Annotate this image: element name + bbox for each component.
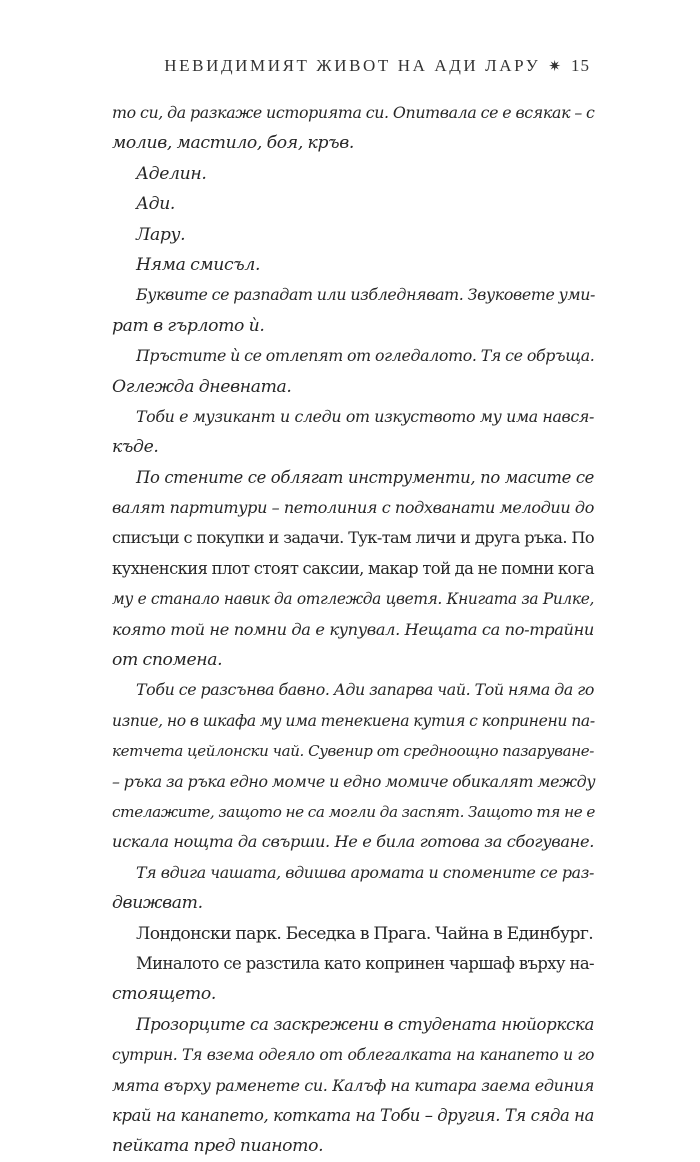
- text-line: молив, мастило, боя, кръв.: [112, 133, 354, 154]
- text-line: движват.: [112, 893, 203, 914]
- text-line: край на канапето, котката на Тоби – другия. Тя сяда на: [112, 1105, 594, 1125]
- text-line: рат в гърлото ѝ.: [112, 315, 265, 336]
- page-number: 15: [571, 56, 590, 75]
- text-line: която той не помни да е купувал. Нещата са по-трайни: [112, 619, 594, 639]
- text-line: изпие, но в шкафа му има тенекиена кутия с копринени па-: [112, 711, 595, 730]
- body-text: [112, 98, 594, 1162]
- text-line: По стените се облягат инструменти, по масите се: [136, 467, 594, 487]
- text-line: искала нощта да свърши. Не е била готова за сбогуване.: [112, 832, 594, 852]
- text-line: Тоби е музикант и следи от изкуството му има нався-: [136, 406, 594, 426]
- text-line: Пръстите ѝ се отлепят от огледалото. Тя се обръща.: [136, 346, 595, 366]
- text-line: къде.: [112, 437, 159, 458]
- text-line: Аделин.: [136, 163, 207, 184]
- text-line: Лондонски парк. Беседка в Прага. Чайна в Единбург.: [136, 923, 594, 944]
- text-line: списъци с покупки и задачи. Тук-там личи и друга ръка. По: [112, 528, 594, 548]
- star-ornament-icon: ✷: [548, 59, 561, 75]
- text-line: Прозорците са заскрежени в студената нюйоркска: [136, 1014, 594, 1034]
- text-line: то си, да разкаже историята си. Опитвала се е всякак – с: [112, 103, 595, 122]
- book-title: НЕВИДИМИЯТ ЖИВОТ НА АДИ ЛАРУ: [164, 56, 541, 75]
- running-header: [120, 56, 590, 76]
- text-line: кухненския плот стоят саксии, макар той да не помни кога: [112, 558, 594, 578]
- text-line: пейката пред пианото.: [112, 1136, 324, 1157]
- text-line: мята върху раменете си. Калъф на китара заема единия: [112, 1075, 594, 1095]
- text-line: Буквите се разпадат или избледняват. Звуковете уми-: [136, 285, 596, 305]
- text-line: Оглежда дневната.: [112, 376, 292, 397]
- text-line: от спомена.: [112, 650, 223, 671]
- text-line: стелажите, защото не са могли да заспят. Защото тя не е: [112, 802, 595, 821]
- text-line: сутрин. Тя взема одеяло от облегалката на канапето и го: [112, 1046, 594, 1065]
- text-line: Миналото се разстила като копринен чаршаф върху на-: [136, 953, 594, 973]
- text-line: Ади.: [136, 194, 176, 215]
- text-line: стоящето.: [112, 984, 216, 1005]
- text-line: Тя вдига чашата, вдишва аромата и спомените се раз-: [136, 862, 594, 882]
- text-line: Лару.: [136, 224, 186, 245]
- text-line: Няма смисъл.: [136, 254, 261, 275]
- text-line: валят партитури – петолиния с подхванати мелодии до: [112, 498, 594, 518]
- text-line: кетчета цейлонски чай. Сувенир от средноощно пазаруване-: [112, 742, 594, 761]
- text-line: – ръка за ръка едно момче и едно момиче обикалят между: [112, 771, 596, 791]
- text-line: Тоби се разсънва бавно. Ади запарва чай. Той няма да го: [136, 680, 594, 700]
- text-line: му е станало навик да отглежда цветя. Книгата за Рилке,: [112, 590, 594, 609]
